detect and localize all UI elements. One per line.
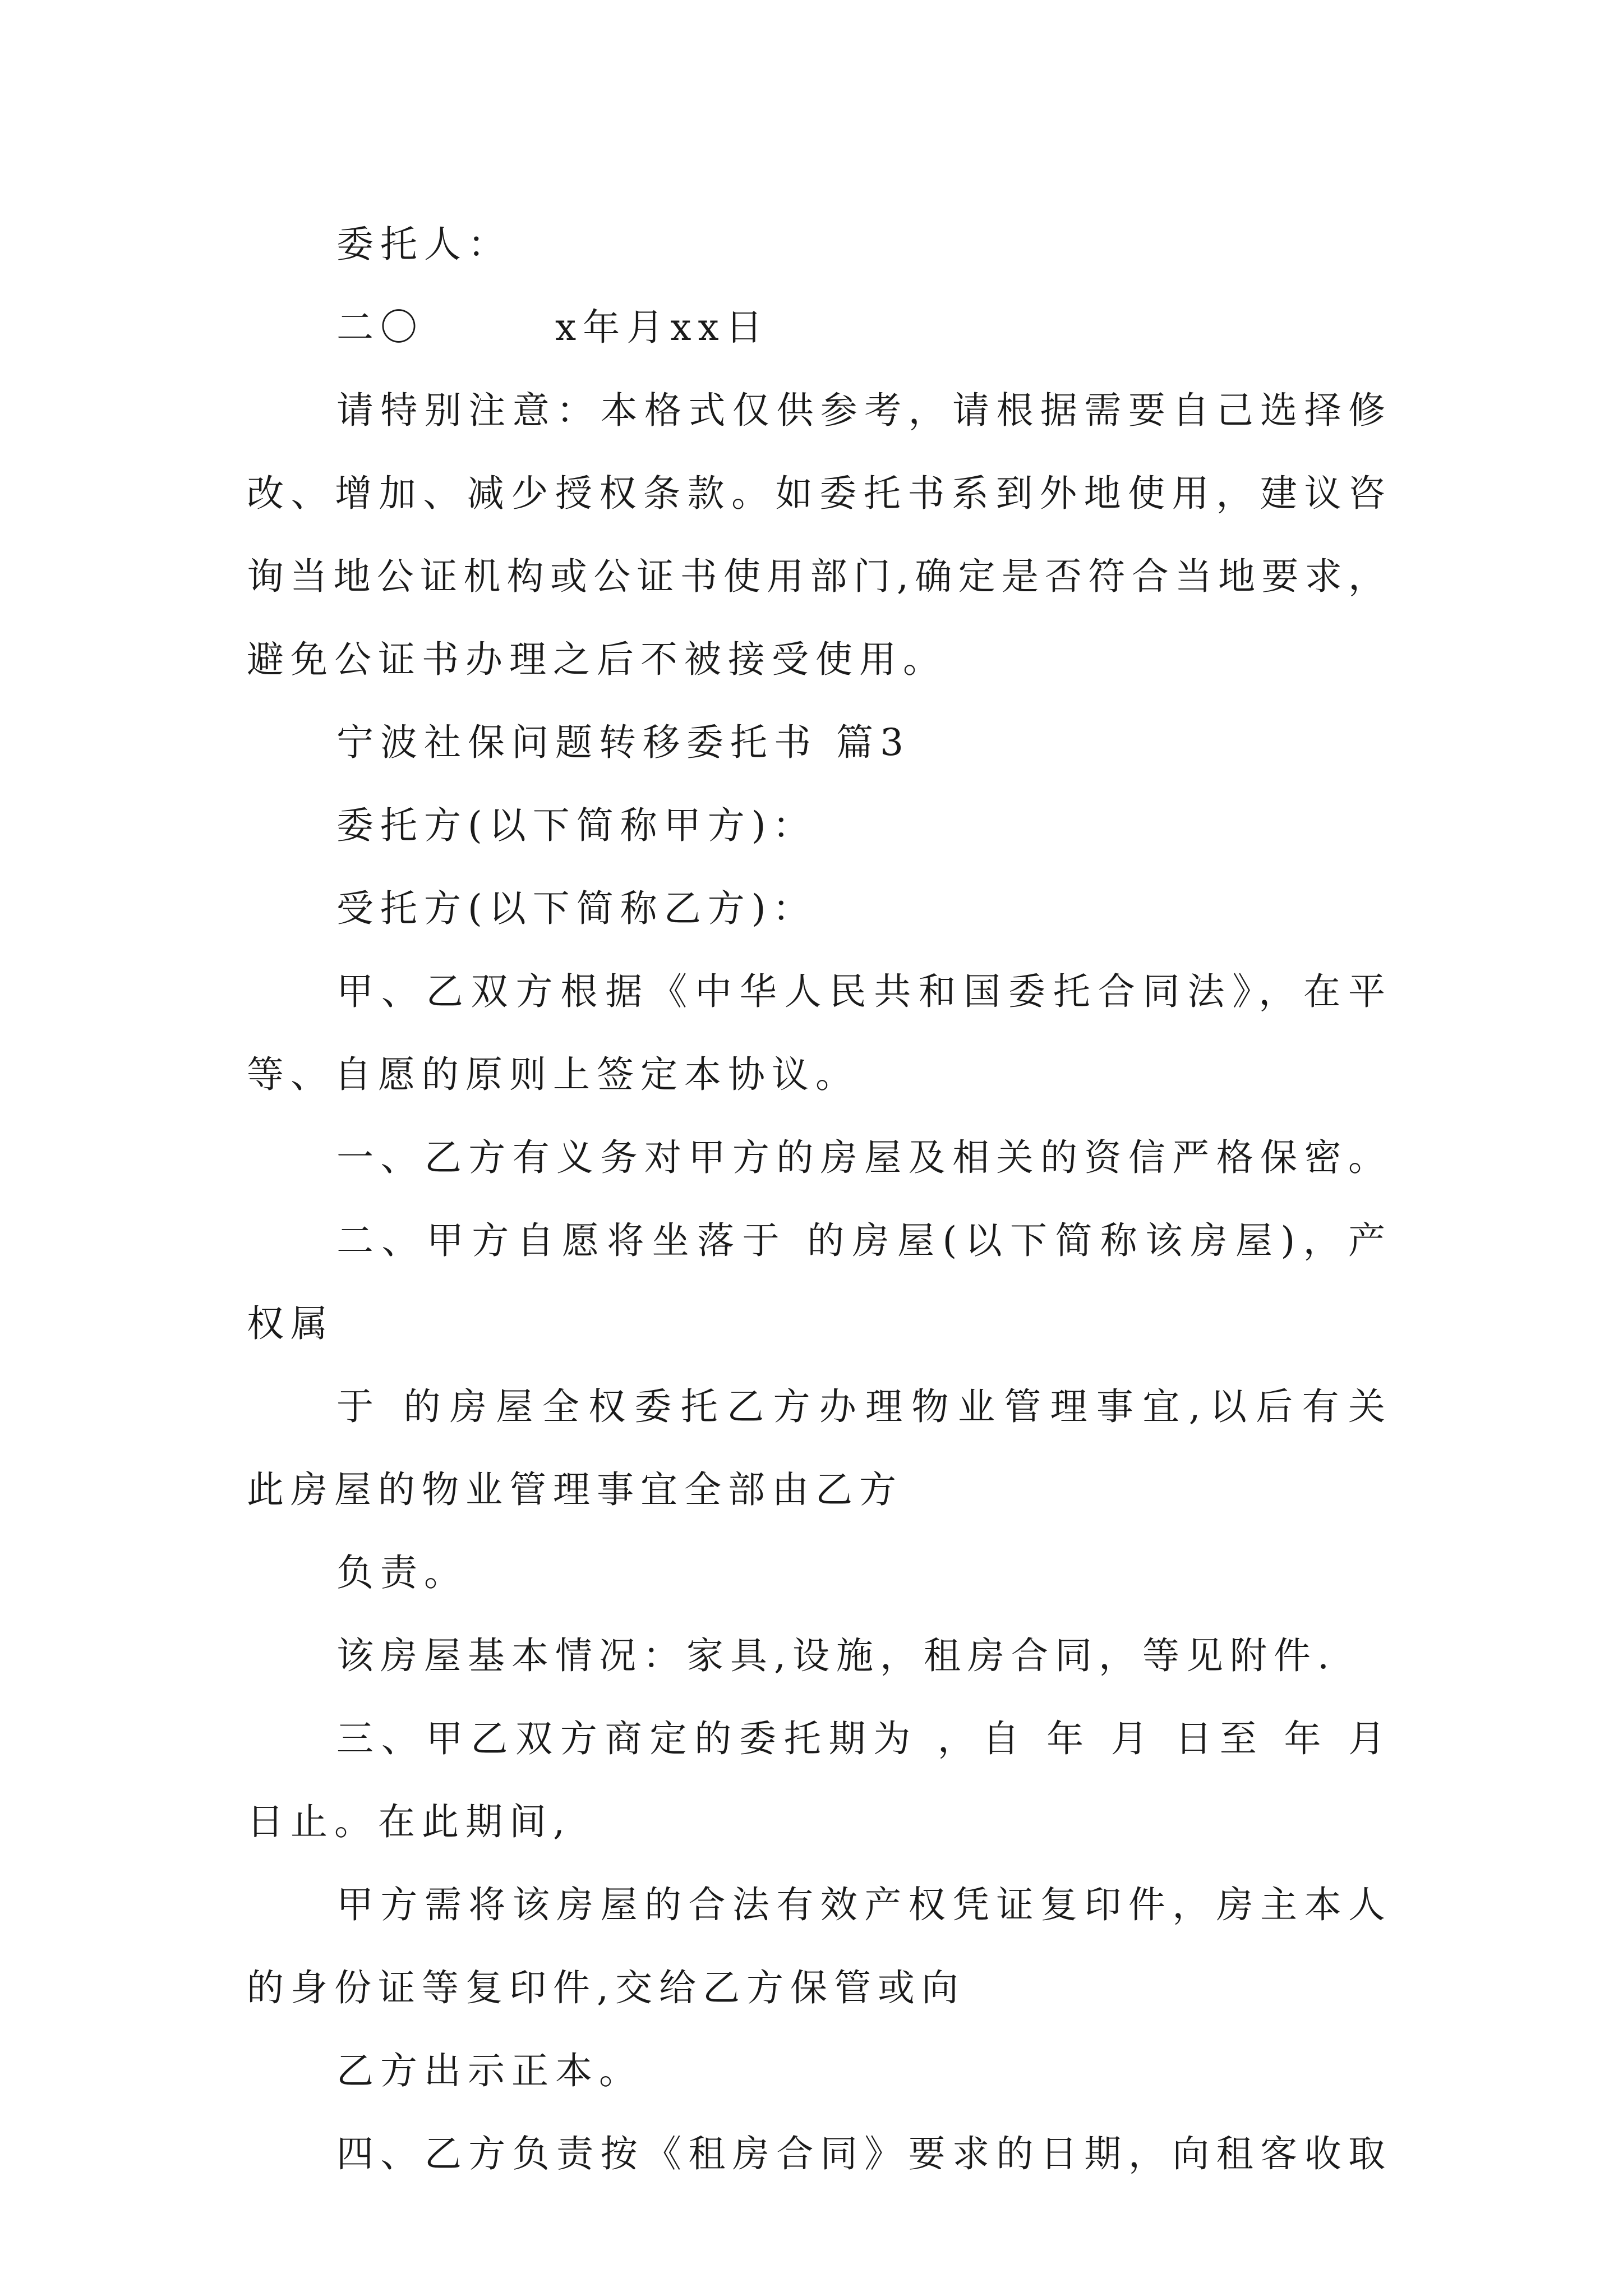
text-line-clause-2b: 权属 bbox=[247, 1302, 334, 1345]
text-line-principal: 委托人： bbox=[336, 223, 511, 266]
document-body bbox=[247, 203, 1385, 2196]
text-line-note-4: 避免公证书办理之后不被接受使用。 bbox=[247, 638, 947, 681]
text-line-clause-3c: 甲方需将该房屋的合法有效产权凭证复印件，房主本人 bbox=[336, 1883, 1385, 1926]
text-line-note-2: 改、增加、减少授权条款。如委托书系到外地使用，建议咨 bbox=[247, 472, 1385, 515]
text-line-clause-3b: 日止。在此期间, bbox=[247, 1800, 571, 1843]
text-line-clause-2e: 负责。 bbox=[336, 1551, 468, 1594]
text-line-clause-3a: 三、甲乙双方商定的委托期为 ，自 年 月 日至 年 月 bbox=[336, 1717, 1385, 1760]
text-line-clause-3e: 乙方出示正本。 bbox=[336, 2049, 643, 2092]
text-line-preamble-1: 甲、乙双方根据《中华人民共和国委托合同法》，在平 bbox=[336, 970, 1385, 1013]
text-line-note-3: 询当地公证机构或公证书使用部门,确定是否符合当地要求， bbox=[247, 555, 1385, 598]
text-line-party-b: 受托方(以下简称乙方)： bbox=[336, 887, 817, 930]
text-line-clause-2c: 于 的房屋全权委托乙方办理物业管理事宜,以后有关 bbox=[336, 1385, 1385, 1428]
text-line-date: 二〇 x年月xx日 bbox=[336, 306, 769, 349]
text-line-clause-4: 四、乙方负责按《租房合同》要求的日期，向租客收取 bbox=[336, 2132, 1385, 2175]
text-line-clause-1: 一、乙方有义务对甲方的房屋及相关的资信严格保密。 bbox=[336, 1136, 1385, 1179]
text-line-note-1: 请特别注意：本格式仅供参考，请根据需要自己选择修 bbox=[336, 389, 1385, 432]
text-line-clause-2d: 此房屋的物业管理事宜全部由乙方 bbox=[247, 1468, 903, 1511]
section-heading: 宁波社保问题转移委托书 篇3 bbox=[336, 721, 910, 764]
text-line-clause-2a: 二、甲方自愿将坐落于 的房屋(以下简称该房屋)，产 bbox=[336, 1219, 1385, 1262]
text-line-preamble-2: 等、自愿的原则上签定本协议。 bbox=[247, 1053, 859, 1096]
text-line-party-a: 委托方(以下简称甲方)： bbox=[336, 804, 817, 847]
text-line-clause-3d: 的身份证等复印件,交给乙方保管或向 bbox=[247, 1966, 965, 2009]
text-line-property-info: 该房屋基本情况：家具,设施，租房合同，等见附件. bbox=[336, 1634, 1336, 1677]
